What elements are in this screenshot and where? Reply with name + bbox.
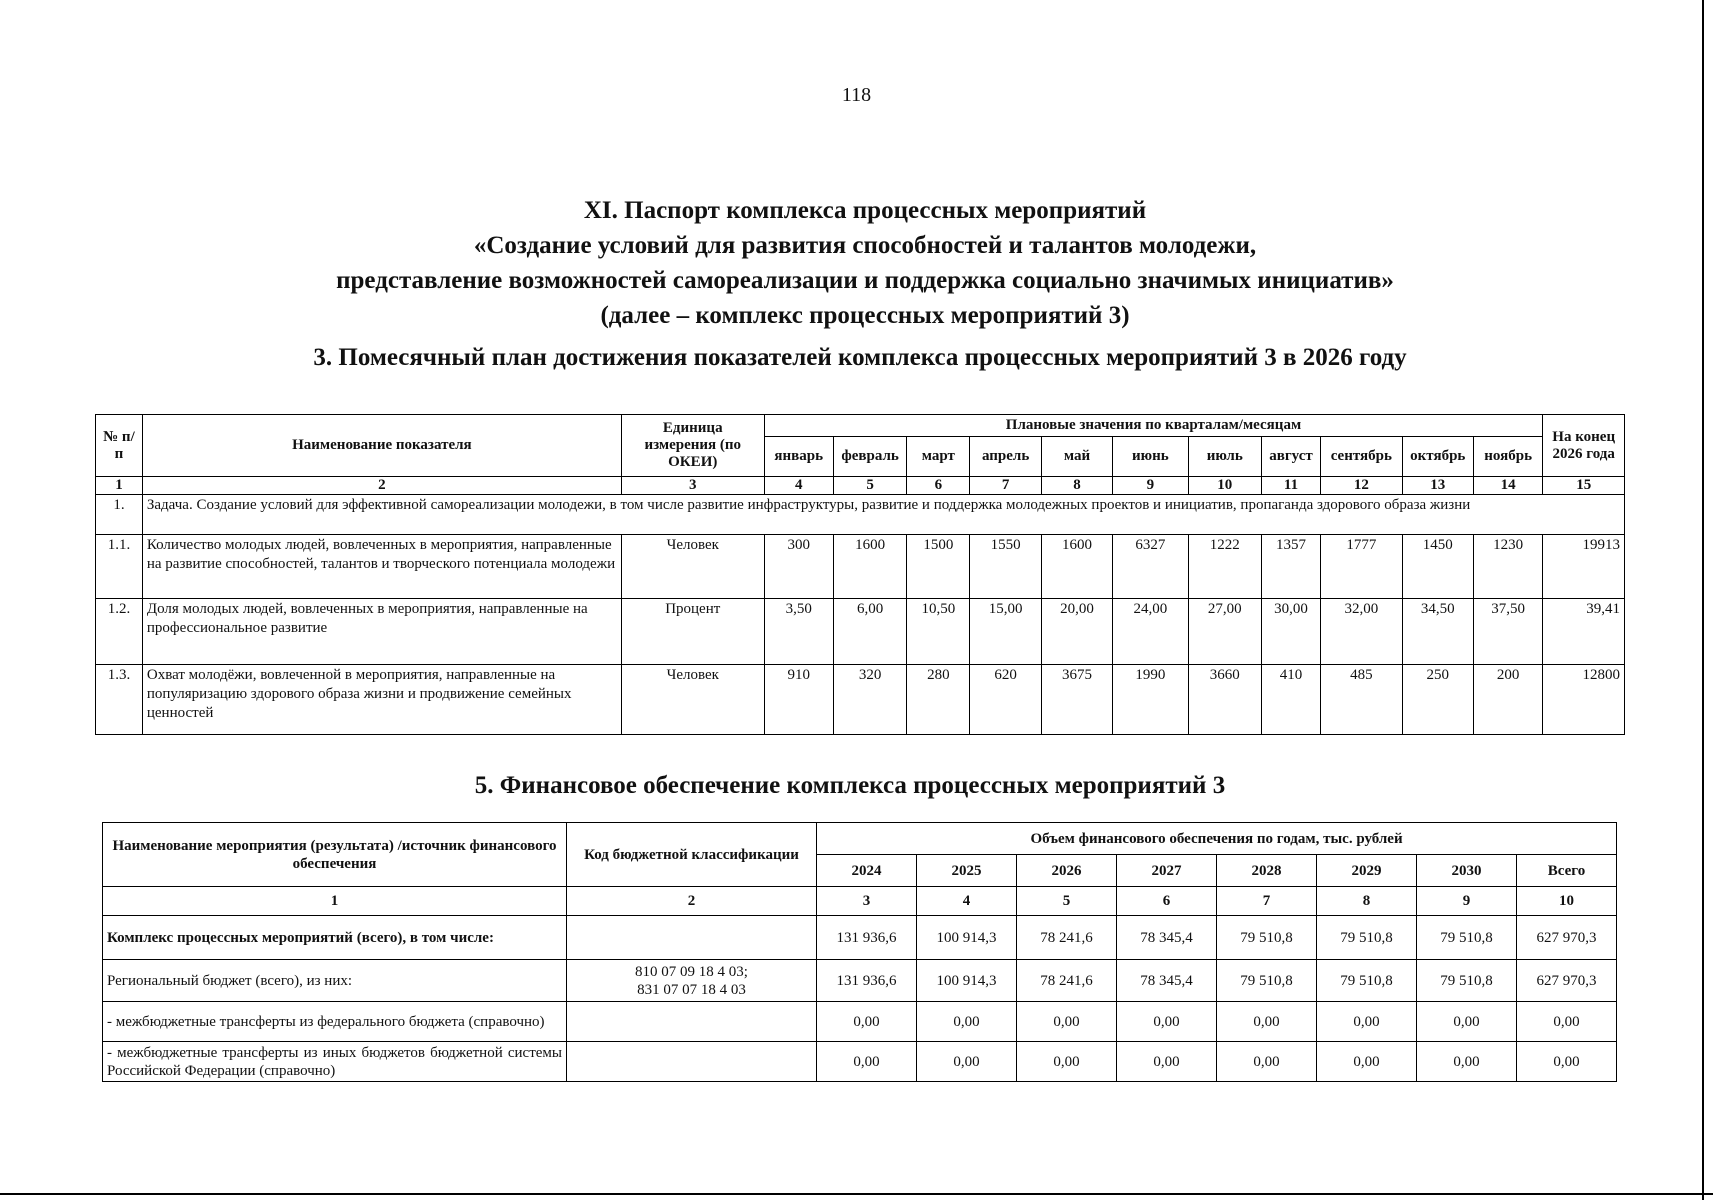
indicator-unit: Человек [621, 665, 764, 735]
month-value: 1777 [1321, 535, 1403, 599]
header-budget-code: Код бюджетной классификации [567, 823, 817, 887]
column-index: 5 [1017, 887, 1117, 916]
total-amount: 0,00 [1517, 1002, 1617, 1042]
year-amount: 0,00 [1417, 1042, 1517, 1082]
scan-edge-right [1702, 0, 1704, 1200]
year-amount: 0,00 [1317, 1002, 1417, 1042]
header-year: 2024 [817, 855, 917, 887]
year-amount: 79 510,8 [1317, 960, 1417, 1002]
month-value: 10,50 [907, 599, 970, 665]
header-year: 2026 [1017, 855, 1117, 887]
header-financing-volume: Объем финансового обеспечения по годам, тыс. рублей [817, 823, 1617, 855]
budget-code [567, 1002, 817, 1042]
column-index: 2 [142, 477, 621, 495]
month-value: 1230 [1473, 535, 1542, 599]
scan-edge-bottom [0, 1193, 1713, 1195]
month-value: 20,00 [1041, 599, 1112, 665]
column-index: 10 [1517, 887, 1617, 916]
month-value: 485 [1321, 665, 1403, 735]
year-amount: 79 510,8 [1217, 960, 1317, 1002]
budget-code-line: 831 07 07 18 4 03 [637, 981, 746, 998]
header-end-of-year: На конец 2026 года [1543, 415, 1625, 477]
column-index: 7 [1217, 887, 1317, 916]
financing-table [102, 822, 1617, 1082]
header-unit: Единица измерения (по ОКЕИ) [621, 415, 764, 477]
month-value: 1600 [833, 535, 906, 599]
month-value: 1600 [1041, 535, 1112, 599]
header-year: 2029 [1317, 855, 1417, 887]
year-amount: 78 241,6 [1017, 916, 1117, 960]
section-3-heading: 3. Помесячный план достижения показателей комплекса процессных мероприятий 3 в 2026 году [313, 344, 1407, 371]
year-amount: 100 914,3 [917, 916, 1017, 960]
header-year: 2025 [917, 855, 1017, 887]
month-value: 1500 [907, 535, 970, 599]
year-end-value: 39,41 [1543, 599, 1625, 665]
activity-name: Региональный бюджет (всего), из них: [103, 960, 567, 1002]
month-value: 3,50 [764, 599, 833, 665]
year-amount: 0,00 [1117, 1002, 1217, 1042]
header-month: март [907, 437, 970, 477]
month-value: 620 [970, 665, 1041, 735]
budget-code [567, 960, 817, 1002]
header-year: 2030 [1417, 855, 1517, 887]
header-planned-values: Плановые значения по кварталам/месяцам [764, 415, 1543, 437]
column-index: 12 [1321, 477, 1403, 495]
year-amount: 79 510,8 [1417, 960, 1517, 1002]
header-month: май [1041, 437, 1112, 477]
column-index: 4 [917, 887, 1017, 916]
month-value: 6327 [1113, 535, 1188, 599]
column-index: 5 [833, 477, 906, 495]
column-index: 6 [1117, 887, 1217, 916]
month-value: 1357 [1261, 535, 1320, 599]
month-value: 30,00 [1261, 599, 1320, 665]
column-index: 3 [621, 477, 764, 495]
month-value: 320 [833, 665, 906, 735]
header-month: сентябрь [1321, 437, 1403, 477]
year-amount: 0,00 [1217, 1002, 1317, 1042]
month-value: 3660 [1188, 665, 1261, 735]
month-value: 1550 [970, 535, 1041, 599]
month-value: 280 [907, 665, 970, 735]
budget-code [567, 916, 817, 960]
title-line: «Создание условий для развития способностей и талантов молодежи, [473, 232, 1257, 259]
year-amount: 79 510,8 [1417, 916, 1517, 960]
year-amount: 0,00 [917, 1002, 1017, 1042]
column-index: 2 [567, 887, 817, 916]
column-index: 10 [1188, 477, 1261, 495]
year-amount: 0,00 [1017, 1002, 1117, 1042]
month-value: 1222 [1188, 535, 1261, 599]
year-amount: 79 510,8 [1317, 916, 1417, 960]
year-amount: 0,00 [817, 1002, 917, 1042]
table-row [103, 1002, 1617, 1042]
month-value: 27,00 [1188, 599, 1261, 665]
column-index: 1 [96, 477, 143, 495]
indicator-name: Количество молодых людей, вовлеченных в мероприятия, направленные на развитие способностей, талантов и творческого потенциала молодежи [142, 535, 621, 599]
header-indicator-name: Наименование показателя [142, 415, 621, 477]
table-row [103, 916, 1617, 960]
row-num: 1.2. [96, 599, 143, 665]
month-value: 15,00 [970, 599, 1041, 665]
month-value: 1990 [1113, 665, 1188, 735]
column-index: 1 [103, 887, 567, 916]
document-title [150, 193, 1580, 333]
header-year: 2027 [1117, 855, 1217, 887]
indicator-unit: Процент [621, 599, 764, 665]
column-index: 7 [970, 477, 1041, 495]
header-activity-name: Наименование мероприятия (результата) /источник финансового обеспечения [103, 823, 567, 887]
column-index: 4 [764, 477, 833, 495]
month-value: 910 [764, 665, 833, 735]
month-value: 37,50 [1473, 599, 1542, 665]
header-month: ноябрь [1473, 437, 1542, 477]
title-line: XI. Паспорт комплекса процессных мероприятий [583, 197, 1147, 224]
task-num: 1. [96, 495, 143, 535]
column-index: 6 [907, 477, 970, 495]
header-month: июнь [1113, 437, 1188, 477]
month-value: 32,00 [1321, 599, 1403, 665]
header-total: Всего [1517, 855, 1617, 887]
activity-name: - межбюджетные трансферты из иных бюджетов бюджетной системы Российской Федерации (справочно) [103, 1042, 567, 1082]
header-month: январь [764, 437, 833, 477]
page-number: 118 [841, 84, 872, 106]
column-index: 8 [1041, 477, 1112, 495]
month-value: 1450 [1402, 535, 1473, 599]
header-month: октябрь [1402, 437, 1473, 477]
total-amount: 627 970,3 [1517, 916, 1617, 960]
title-line: (далее – комплекс процессных мероприятий 3) [600, 302, 1130, 329]
total-amount: 627 970,3 [1517, 960, 1617, 1002]
header-month: июль [1188, 437, 1261, 477]
year-amount: 0,00 [917, 1042, 1017, 1082]
month-value: 200 [1473, 665, 1542, 735]
month-value: 410 [1261, 665, 1320, 735]
year-amount: 131 936,6 [817, 916, 917, 960]
year-amount: 78 345,4 [1117, 960, 1217, 1002]
table-row [96, 665, 1625, 735]
table-row [103, 960, 1617, 1002]
budget-code [567, 1042, 817, 1082]
title-line: представление возможностей самореализации и поддержка социально значимых инициатив» [336, 267, 1394, 294]
activity-name: Комплекс процессных мероприятий (всего), в том числе: [103, 916, 567, 960]
row-num: 1.1. [96, 535, 143, 599]
total-amount: 0,00 [1517, 1042, 1617, 1082]
section-5-heading: 5. Финансовое обеспечение комплекса процессных мероприятий 3 [474, 772, 1226, 799]
indicator-unit: Человек [621, 535, 764, 599]
year-amount: 100 914,3 [917, 960, 1017, 1002]
year-amount: 0,00 [1017, 1042, 1117, 1082]
year-amount: 0,00 [1117, 1042, 1217, 1082]
column-index: 14 [1473, 477, 1542, 495]
year-amount: 0,00 [1217, 1042, 1317, 1082]
header-month: апрель [970, 437, 1041, 477]
table-row [96, 599, 1625, 665]
table-row [96, 535, 1625, 599]
column-index: 9 [1417, 887, 1517, 916]
table-row [103, 1042, 1617, 1082]
month-value: 24,00 [1113, 599, 1188, 665]
activity-name: - межбюджетные трансферты из федерального бюджета (справочно) [103, 1002, 567, 1042]
year-amount: 0,00 [817, 1042, 917, 1082]
row-num: 1.3. [96, 665, 143, 735]
column-index: 13 [1402, 477, 1473, 495]
header-month: февраль [833, 437, 906, 477]
indicator-name: Доля молодых людей, вовлеченных в мероприятия, направленные на профессиональное развитие [142, 599, 621, 665]
header-year: 2028 [1217, 855, 1317, 887]
column-index-row [103, 887, 1617, 916]
year-amount: 0,00 [1317, 1042, 1417, 1082]
year-amount: 79 510,8 [1217, 916, 1317, 960]
year-amount: 131 936,6 [817, 960, 917, 1002]
budget-code-line: 810 07 09 18 4 03; [635, 963, 748, 980]
month-value: 250 [1402, 665, 1473, 735]
column-index-row [96, 477, 1625, 495]
year-amount: 78 241,6 [1017, 960, 1117, 1002]
month-value: 6,00 [833, 599, 906, 665]
month-value: 34,50 [1402, 599, 1473, 665]
task-text: Задача. Создание условий для эффективной самореализации молодежи, в том числе развитие инфраструктуры, развитие и поддержка молодежных проектов и инициатив, пропаганда здорового образа жизни [142, 495, 1624, 535]
month-value: 3675 [1041, 665, 1112, 735]
column-index: 3 [817, 887, 917, 916]
month-value: 300 [764, 535, 833, 599]
year-amount: 78 345,4 [1117, 916, 1217, 960]
year-end-value: 19913 [1543, 535, 1625, 599]
monthly-plan-table [95, 414, 1625, 735]
column-index: 9 [1113, 477, 1188, 495]
task-row [96, 495, 1625, 535]
indicator-name: Охват молодёжи, вовлеченной в мероприятия, направленные на популяризацию здорового образа жизни и продвижение семейных ценностей [142, 665, 621, 735]
column-index: 8 [1317, 887, 1417, 916]
header-num: № п/п [96, 415, 143, 477]
header-month: август [1261, 437, 1320, 477]
year-amount: 0,00 [1417, 1002, 1517, 1042]
column-index: 11 [1261, 477, 1320, 495]
year-end-value: 12800 [1543, 665, 1625, 735]
column-index: 15 [1543, 477, 1625, 495]
